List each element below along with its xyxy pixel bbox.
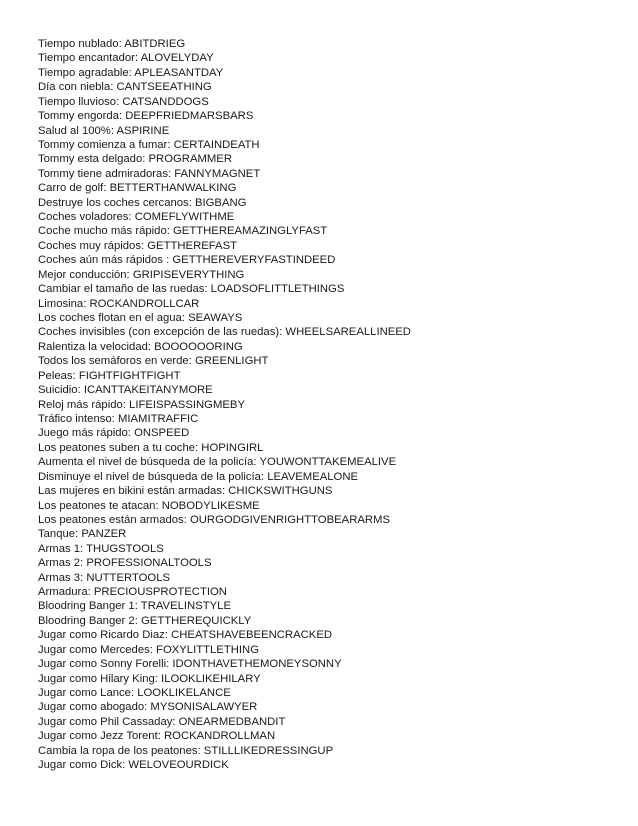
cheat-line: Cambia la ropa de los peatones: STILLLIKEDRESSINGUP [38,744,334,757]
cheat-line: Armadura: PRECIOUSPROTECTION [38,586,227,599]
cheat-line: Tiempo agradable: APLEASANTDAY [38,66,224,79]
cheat-line: Los peatones están armados: OURGODGIVENRIGHTTOBEARARMS [38,513,390,526]
cheat-line: Tommy engorda: DEEPFRIEDMARSBARS [38,110,254,123]
cheat-line: Jugar como Jezz Torent: ROCKANDROLLMAN [38,730,276,743]
cheat-line: Jugar como Sonny Forelli: IDONTHAVETHEMONEYSONNY [38,658,342,671]
cheat-line: Tanque: PANZER [38,528,127,541]
cheat-line: Jugar como abogado: MYSONISALAWYER [38,701,258,714]
cheat-line: Tommy comienza a fumar: CERTAINDEATH [38,138,260,151]
cheat-line: Los coches flotan en el agua: SEAWAYS [38,312,243,325]
cheat-line: Tiempo nublado: ABITDRIEG [38,38,186,50]
cheat-line: Destruye los coches cercanos: BIGBANG [38,196,247,209]
cheat-line: Mejor conducción: GRIPISEVERYTHING [38,268,245,281]
cheat-line: Limosina: ROCKANDROLLCAR [38,297,200,310]
cheat-line: Jugar como Ricardo Diaz: CHEATSHAVEBEENCRACKED [38,629,333,642]
cheat-line: Tommy esta delgado: PROGRAMMER [38,153,232,166]
cheat-line: Las mujeres en bikini están armadas: CHICKSWITHGUNS [38,485,333,498]
cheat-line: Coches muy rápidos: GETTHEREFAST [38,239,238,252]
cheat-line: Los peatones te atacan: NOBODYLIKESME [38,499,260,512]
cheat-line: Armas 3: NUTTERTOOLS [38,571,171,584]
cheat-line: Carro de golf: BETTERTHANWALKING [38,182,237,195]
cheat-line: Tiempo encantador: ALOVELYDAY [38,52,214,65]
cheat-line: Juego más rápido: ONSPEED [38,427,190,440]
cheat-line: Coches voladores: COMEFLYWITHME [38,211,235,224]
cheat-line: Jugar como Hilary King: ILOOKLIKEHILARY [38,672,261,685]
cheat-line: Armas 2: PROFESSIONALTOOLS [38,557,212,570]
cheat-line: Ralentiza la velocidad: BOOOOOORING [38,340,243,353]
cheat-line: Día con niebla: CANTSEEATHING [38,81,212,94]
cheat-line: Tommy tiene admiradoras: FANNYMAGNET [38,167,261,180]
cheat-line: Coche mucho más rápido: GETTHEREAMAZINGLYFAST [38,225,328,238]
cheat-line: Todos los semáforos en verde: GREENLIGHT [38,355,269,368]
cheat-line: Coches aún más rápidos : GETTHEREVERYFASTINDEED [38,254,336,267]
cheat-line: Jugar como Dick: WELOVEOURDICK [38,759,229,772]
cheat-line: Jugar como Mercedes: FOXYLITTLETHING [38,643,259,656]
cheat-line: Disminuye el nivel de búsqueda de la policía: LEAVEMEALONE [38,470,359,483]
cheat-line: Peleas: FIGHTFIGHTFIGHT [38,369,181,382]
cheat-line: Armas 1: THUGSTOOLS [38,542,164,555]
cheat-line: Tiempo lluvioso: CATSANDDOGS [38,95,209,108]
cheat-line: Bloodring Banger 2: GETTHEREQUICKLY [38,614,252,627]
cheat-line: Aumenta el nivel de búsqueda de la policía: YOUWONTTAKEMEALIVE [38,456,397,469]
cheat-line: Jugar como Lance: LOOKLIKELANCE [38,686,231,699]
cheat-line: Bloodring Banger 1: TRAVELINSTYLE [38,600,231,613]
cheat-code-list [38,37,411,773]
cheat-line: Los peatones suben a tu coche: HOPINGIRL [38,441,264,454]
cheat-line: Suicidio: ICANTTAKEITANYMORE [38,384,213,397]
cheat-line: Salud al 100%: ASPIRINE [38,124,170,137]
cheat-line: Cambiar el tamaño de las ruedas: LOADSOFLITTLETHINGS [38,283,345,296]
cheat-line: Coches invisibles (con excepción de las ruedas): WHEELSAREALLINEED [38,326,411,339]
cheat-line: Tráfico intenso: MIAMITRAFFIC [38,412,199,425]
cheat-line: Reloj más rápido: LIFEISPASSINGMEBY [38,398,245,411]
cheat-line: Jugar como Phil Cassaday: ONEARMEDBANDIT [38,715,286,728]
